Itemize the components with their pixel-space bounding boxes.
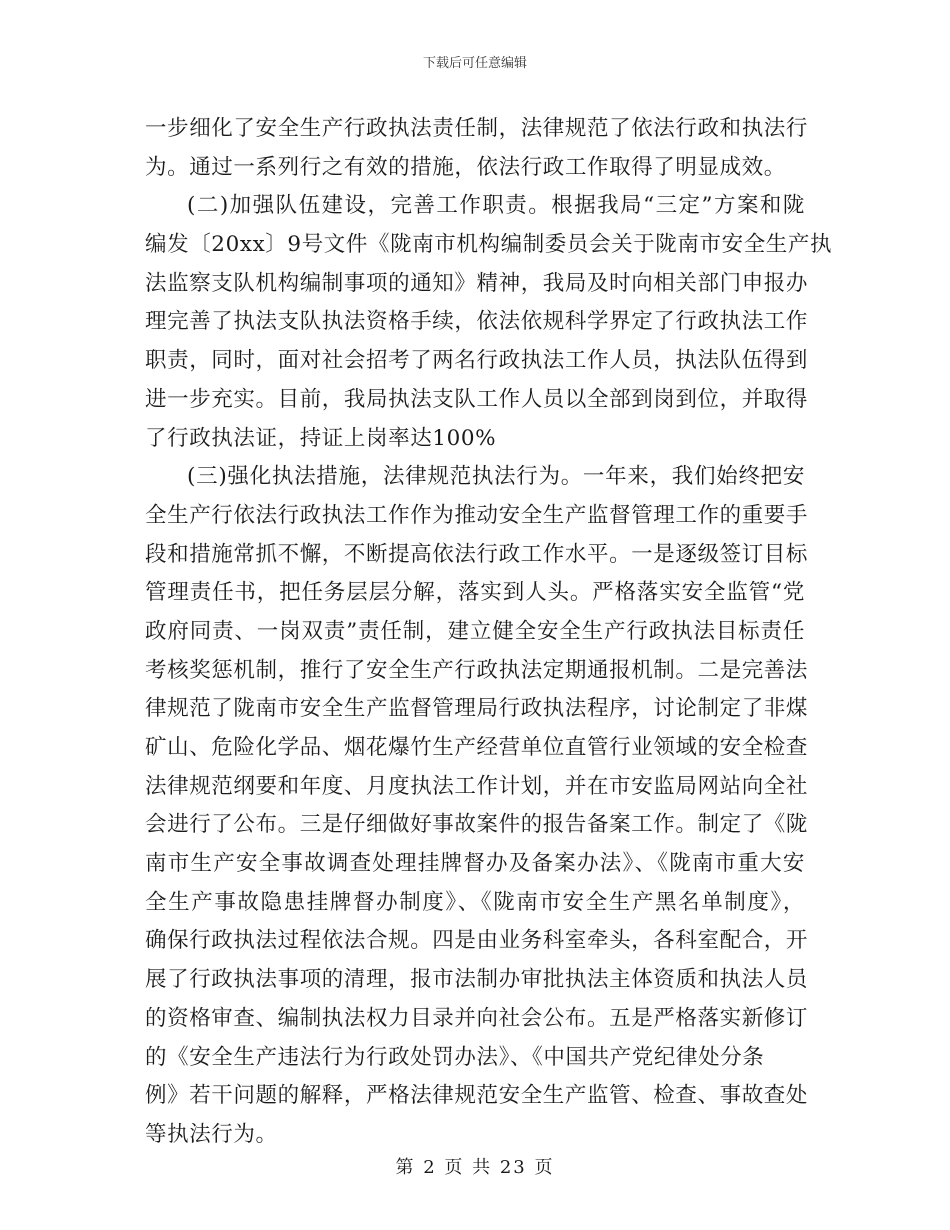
text-line: 南市生产安全事故调查处理挂牌督办及备案办法》、《陇南市重大安: [145, 851, 805, 877]
page-number-footer: 第 2 页 共 23 页: [395, 1157, 555, 1178]
text-line: 等执法行为。: [145, 1121, 278, 1147]
text-line: 展了行政执法事项的清理，报市法制办审批执法主体资质和执法人员: [145, 967, 809, 993]
text-line: 律规范了陇南市安全生产监督管理局行政执法程序，讨论制定了非煤: [145, 696, 809, 722]
text-line: 理完善了执法支队执法资格手续，依法依规科学界定了行政执法工作: [145, 309, 809, 335]
text-line: 全生产事故隐患挂牌督办制度》、《陇南市安全生产黑名单制度》，: [145, 889, 805, 915]
section-heading-line: (二)加强队伍建设，完善工作职责。根据我局“三定”方案和陇: [187, 193, 805, 219]
text-line: 考核奖惩机制，推行了安全生产行政执法定期通报机制。二是完善法: [145, 657, 809, 683]
text-line: 会进行了公布。三是仔细做好事故案件的报告备案工作。制定了《陇: [145, 812, 809, 838]
document-body: [145, 110, 833, 1155]
text-line: 例》若干问题的解释，严格法律规范安全生产监管、检查、事故查处: [145, 1083, 809, 1109]
section-heading-line: (三)强化执法措施，法律规范执法行为。一年来，我们始终把安: [187, 464, 805, 490]
text-line: 全生产行依法行政执法工作作为推动安全生产监督管理工作的重要手: [145, 502, 809, 528]
text-line: 政府同责、一岗双责”责任制，建立健全安全生产行政执法目标责任: [145, 618, 805, 644]
text-line: 的资格审查、编制执法权力目录并向社会公布。五是严格落实新修订: [145, 1005, 809, 1031]
text-line: 确保行政执法过程依法合规。四是由业务科室牵头，各科室配合，开: [145, 928, 809, 954]
text-line: 法监察支队机构编制事项的通知》精神，我局及时向相关部门申报办: [145, 270, 809, 296]
text-line: 矿山、危险化学品、烟花爆竹生产经营单位直管行业领域的安全检查: [145, 735, 809, 760]
text-line: 了行政执法证，持证上岗率达100%: [145, 425, 497, 451]
text-line: 的《安全生产违法行为行政处罚办法》、《中国共产党纪律处分条: [145, 1044, 765, 1070]
text-line: 职责，同时，面对社会招考了两名行政执法工作人员，执法队伍得到: [145, 348, 809, 374]
text-line: 进一步充实。目前，我局执法支队工作人员以全部到岗到位，并取得: [145, 386, 809, 412]
text-line: 为。通过一系列行之有效的措施，依法行政工作取得了明显成效。: [145, 154, 786, 180]
text-line: 法律规范纲要和年度、月度执法工作计划，并在市安监局网站向全社: [145, 773, 809, 799]
text-line: 段和措施常抓不懈，不断提高依法行政工作水平。一是逐级签订目标: [145, 541, 809, 567]
text-line: 管理责任书，把任务层层分解，落实到人头。严格落实安全监管“党: [145, 580, 805, 606]
text-line: 编发〔20xx〕9号文件《陇南市机构编制委员会关于陇南市安全生产执: [145, 232, 833, 258]
page-header: 下载后可任意编辑: [422, 56, 527, 71]
text-line: 一步细化了安全生产行政执法责任制，法律规范了依法行政和执法行: [145, 116, 809, 141]
